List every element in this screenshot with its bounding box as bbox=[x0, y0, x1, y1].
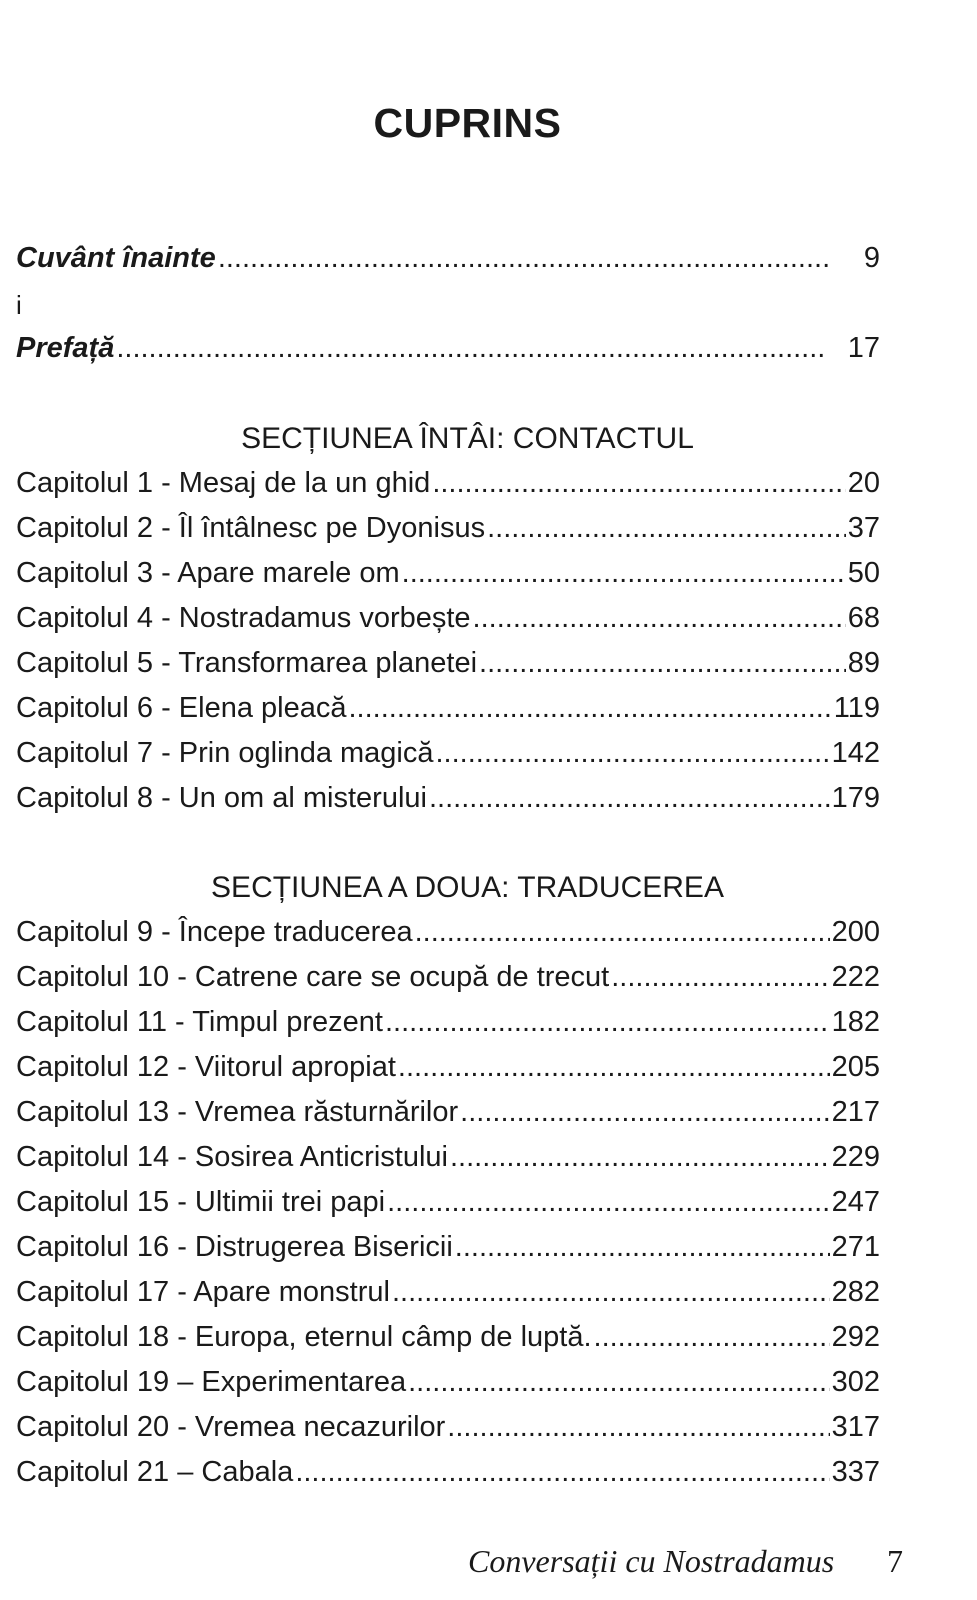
entry-page: 17 bbox=[847, 332, 880, 364]
dot-leader bbox=[487, 512, 846, 545]
dot-leader bbox=[432, 467, 845, 500]
entry-label: Capitolul 10 - Catrene care se ocupă de trecut bbox=[16, 961, 610, 993]
entry-label: Capitolul 1 - Mesaj de la un ghid bbox=[16, 467, 431, 499]
entry-page: 89 bbox=[847, 647, 880, 679]
entry-page: 271 bbox=[831, 1231, 880, 1263]
entry-label: Capitolul 13 - Vremea răsturnărilor bbox=[16, 1096, 459, 1128]
entry-page: 119 bbox=[833, 692, 880, 724]
entry-page: 200 bbox=[831, 916, 880, 948]
entry-page: 229 bbox=[831, 1141, 880, 1173]
dot-leader bbox=[348, 692, 831, 725]
toc-entry-chapter-8[interactable] bbox=[16, 782, 880, 828]
entry-page: 68 bbox=[847, 602, 880, 634]
entry-label: Cuvânt înainte bbox=[16, 242, 216, 274]
entry-page: 282 bbox=[831, 1276, 880, 1308]
toc-entry-chapter-18[interactable] bbox=[16, 1321, 880, 1367]
page-title: CUPRINS bbox=[373, 100, 562, 146]
dot-leader bbox=[402, 557, 846, 590]
toc-entry-chapter-11[interactable] bbox=[16, 1006, 880, 1052]
toc-entry-chapter-19[interactable] bbox=[16, 1366, 880, 1412]
entry-page: 20 bbox=[847, 467, 880, 499]
entry-label: Capitolul 11 - Timpul prezent bbox=[16, 1006, 383, 1038]
toc-entry-chapter-5[interactable] bbox=[16, 647, 880, 693]
entry-page: 302 bbox=[831, 1366, 880, 1398]
toc-entry-chapter-2[interactable] bbox=[16, 512, 880, 558]
entry-label: Capitolul 14 - Sosirea Anticristului bbox=[16, 1141, 448, 1173]
entry-page: 50 bbox=[847, 557, 880, 589]
footer-page-number: 7 bbox=[887, 1543, 903, 1579]
entry-label: Capitolul 2 - Îl întâlnesc pe Dyonisus bbox=[16, 512, 486, 544]
stray-character: i bbox=[16, 290, 22, 320]
dot-leader bbox=[594, 1321, 830, 1354]
entry-page: 182 bbox=[831, 1006, 880, 1038]
entry-label: Capitolul 9 - Începe traducerea bbox=[16, 916, 413, 948]
entry-label: Capitolul 5 - Transformarea planetei bbox=[16, 647, 478, 679]
dot-leader bbox=[408, 1366, 829, 1399]
entry-label: Capitolul 21 – Cabala bbox=[16, 1456, 294, 1488]
entry-page: 205 bbox=[831, 1051, 880, 1083]
dot-leader bbox=[116, 332, 828, 365]
dot-leader bbox=[218, 242, 828, 275]
dot-leader bbox=[473, 602, 846, 635]
entry-label: Capitolul 4 - Nostradamus vorbește bbox=[16, 602, 471, 634]
entry-page: 179 bbox=[831, 782, 880, 814]
entry-page: 292 bbox=[831, 1321, 880, 1353]
dot-leader bbox=[611, 961, 829, 994]
toc-entry-chapter-20[interactable] bbox=[16, 1411, 880, 1457]
toc-entry-chapter-3[interactable] bbox=[16, 557, 880, 603]
entry-page: 337 bbox=[831, 1456, 880, 1488]
entry-label: Capitolul 8 - Un om al misterului bbox=[16, 782, 427, 814]
dot-leader bbox=[447, 1411, 829, 1444]
entry-page: 9 bbox=[863, 242, 880, 274]
entry-label: Capitolul 7 - Prin oglinda magică bbox=[16, 737, 434, 769]
dot-leader bbox=[455, 1231, 830, 1264]
entry-label: Capitolul 19 – Experimentarea bbox=[16, 1366, 407, 1398]
toc-entry-chapter-15[interactable] bbox=[16, 1186, 880, 1232]
toc-entry-chapter-9[interactable] bbox=[16, 916, 880, 962]
entry-label: Capitolul 17 - Apare monstrul bbox=[16, 1276, 390, 1308]
toc-entry-foreword[interactable] bbox=[16, 242, 880, 288]
toc-entry-chapter-21[interactable] bbox=[16, 1456, 880, 1502]
entry-page: 222 bbox=[831, 961, 880, 993]
section-heading-2: SECȚIUNEA A DOUA: TRADUCEREA bbox=[211, 871, 724, 904]
entry-label: Capitolul 20 - Vremea necazurilor bbox=[16, 1411, 446, 1443]
entry-label: Capitolul 12 - Viitorul apropiat bbox=[16, 1051, 396, 1083]
toc-entry-chapter-10[interactable] bbox=[16, 961, 880, 1007]
toc-entry-chapter-1[interactable] bbox=[16, 467, 880, 513]
dot-leader bbox=[398, 1051, 830, 1084]
dot-leader bbox=[385, 1006, 830, 1039]
dot-leader bbox=[392, 1276, 830, 1309]
entry-page: 217 bbox=[831, 1096, 880, 1128]
entry-label: Capitolul 6 - Elena pleacă bbox=[16, 692, 347, 724]
dot-leader bbox=[429, 782, 830, 815]
dot-leader bbox=[415, 916, 830, 949]
toc-entry-chapter-6[interactable] bbox=[16, 692, 880, 738]
entry-label: Capitolul 3 - Apare marele om bbox=[16, 557, 400, 589]
entry-label: Capitolul 15 - Ultimii trei papi bbox=[16, 1186, 386, 1218]
dot-leader bbox=[436, 737, 830, 770]
entry-page: 247 bbox=[831, 1186, 880, 1218]
toc-entry-chapter-7[interactable] bbox=[16, 737, 880, 783]
toc-entry-chapter-4[interactable] bbox=[16, 602, 880, 648]
toc-entry-chapter-12[interactable] bbox=[16, 1051, 880, 1097]
dot-leader bbox=[460, 1096, 829, 1129]
entry-page: 317 bbox=[831, 1411, 880, 1443]
toc-entry-chapter-14[interactable] bbox=[16, 1141, 880, 1187]
toc-entry-chapter-13[interactable] bbox=[16, 1096, 880, 1142]
dot-leader bbox=[387, 1186, 830, 1219]
dot-leader bbox=[295, 1456, 829, 1489]
entry-page: 37 bbox=[847, 512, 880, 544]
dot-leader bbox=[479, 647, 846, 680]
toc-entry-chapter-16[interactable] bbox=[16, 1231, 880, 1277]
toc-entry-chapter-17[interactable] bbox=[16, 1276, 880, 1322]
entry-page: 142 bbox=[831, 737, 880, 769]
running-footer-title: Conversații cu Nostradamus bbox=[468, 1543, 835, 1579]
dot-leader bbox=[450, 1141, 830, 1174]
entry-label: Capitolul 16 - Distrugerea Bisericii bbox=[16, 1231, 453, 1263]
entry-label: Capitolul 18 - Europa, eternul câmp de luptă. bbox=[16, 1321, 592, 1353]
entry-label: Prefață bbox=[16, 332, 115, 364]
toc-entry-preface[interactable] bbox=[16, 332, 880, 378]
section-heading-1: SECȚIUNEA ÎNTÂI: CONTACTUL bbox=[241, 422, 694, 455]
